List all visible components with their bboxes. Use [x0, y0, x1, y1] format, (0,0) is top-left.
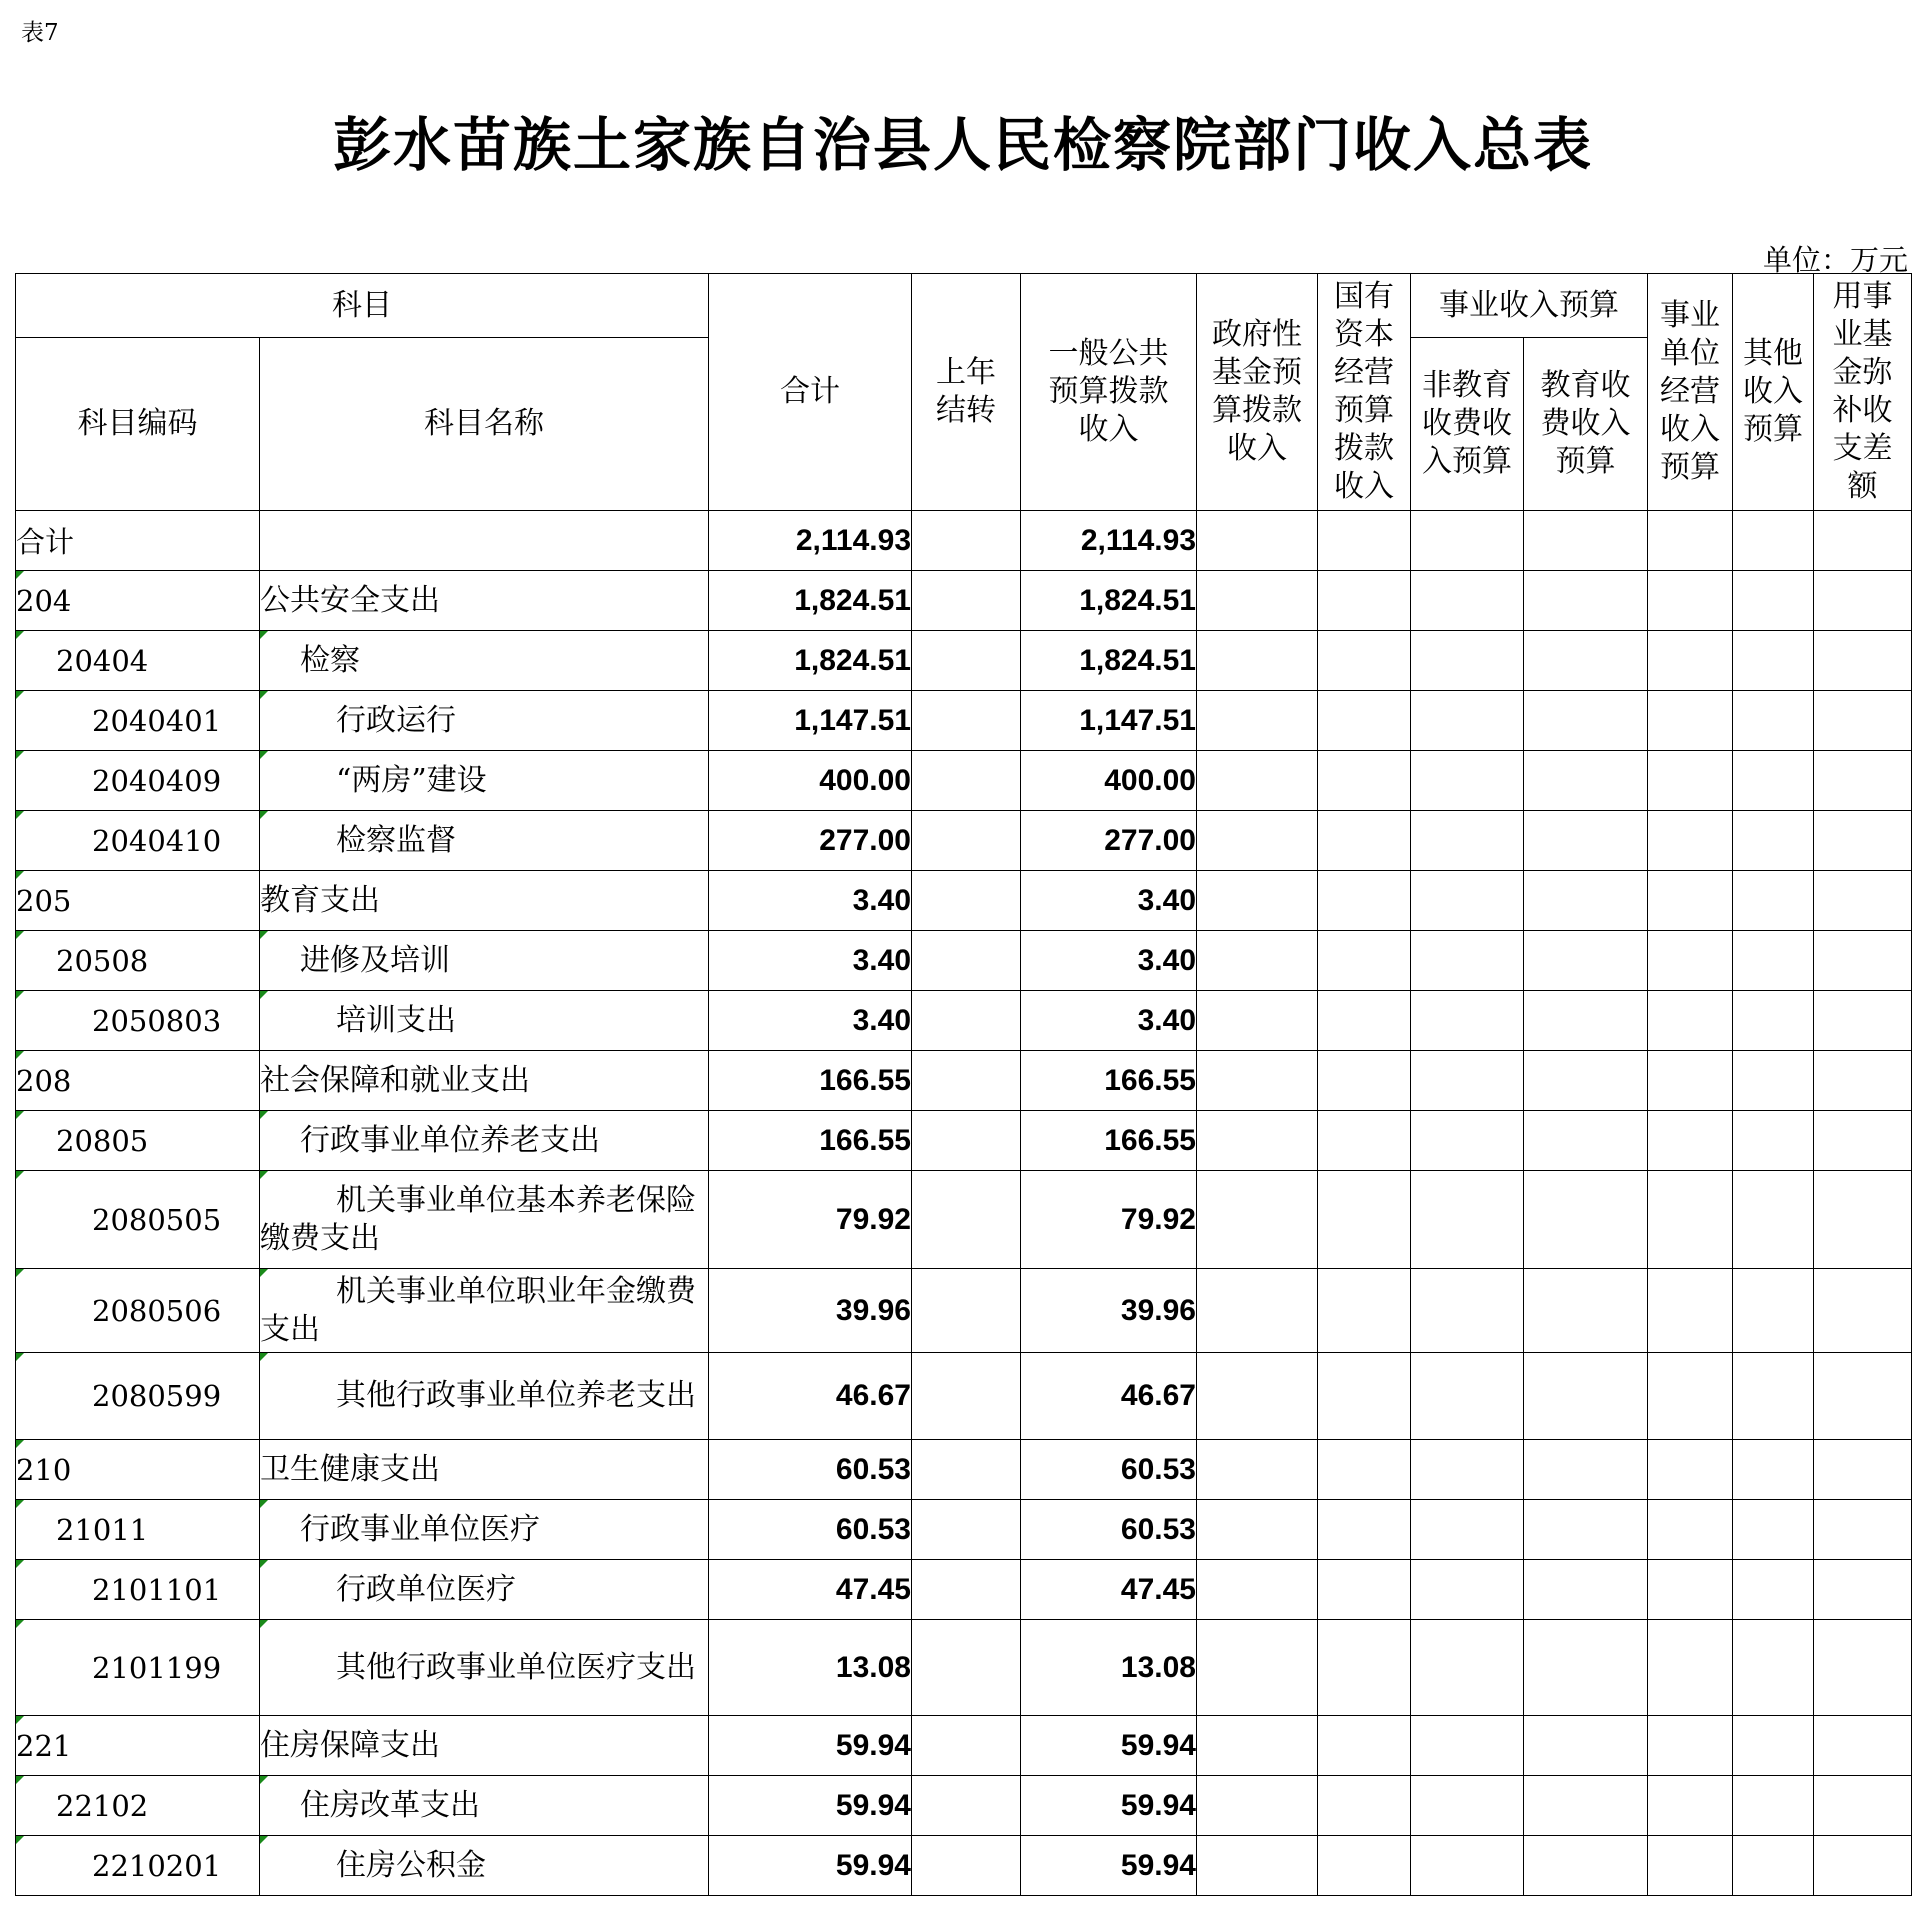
- empty-cell: [1318, 1776, 1411, 1836]
- empty-cell: [1733, 631, 1814, 691]
- empty-cell: [1318, 1440, 1411, 1500]
- empty-cell: [1318, 1500, 1411, 1560]
- empty-cell: [1524, 1269, 1648, 1353]
- carryover-cell: [912, 1051, 1021, 1111]
- empty-cell: [1814, 1111, 1912, 1171]
- empty-cell: [1814, 511, 1912, 571]
- empty-cell: [1318, 1560, 1411, 1620]
- empty-cell: [1733, 1440, 1814, 1500]
- total-amount: 277.00: [709, 811, 912, 871]
- header-state-capital-budget: 国有资本经营预算拨款收入: [1318, 274, 1411, 511]
- carryover-cell: [912, 1716, 1021, 1776]
- header-carryover: 上年结转: [912, 274, 1021, 511]
- empty-cell: [1648, 811, 1733, 871]
- empty-cell: [1648, 991, 1733, 1051]
- subject-name: 住房改革支出: [260, 1776, 709, 1836]
- empty-cell: [1318, 571, 1411, 631]
- empty-cell: [1524, 1171, 1648, 1269]
- empty-cell: [1524, 1560, 1648, 1620]
- subject-code: 2050803: [16, 991, 260, 1051]
- total-amount: 59.94: [709, 1836, 912, 1896]
- empty-cell: [1733, 691, 1814, 751]
- empty-cell: [1197, 1440, 1318, 1500]
- empty-cell: [1814, 931, 1912, 991]
- empty-cell: [1814, 751, 1912, 811]
- empty-cell: [1814, 1716, 1912, 1776]
- subject-name: 检察监督: [260, 811, 709, 871]
- table-row: [16, 1620, 1912, 1716]
- carryover-cell: [912, 511, 1021, 571]
- general-budget-amount: 59.94: [1021, 1836, 1197, 1896]
- empty-cell: [1524, 991, 1648, 1051]
- empty-cell: [1524, 691, 1648, 751]
- subject-code: 2080506: [16, 1269, 260, 1353]
- table-row: [16, 1776, 1912, 1836]
- empty-cell: [1318, 631, 1411, 691]
- empty-cell: [1524, 1353, 1648, 1440]
- empty-cell: [1318, 1620, 1411, 1716]
- empty-cell: [1197, 1500, 1318, 1560]
- unit-label: 单位：万元: [1762, 243, 1908, 277]
- empty-cell: [1814, 1440, 1912, 1500]
- subject-name: 社会保障和就业支出: [260, 1051, 709, 1111]
- subject-code: 20508: [16, 931, 260, 991]
- general-budget-amount: 59.94: [1021, 1776, 1197, 1836]
- empty-cell: [1411, 1353, 1524, 1440]
- table-row: [16, 1353, 1912, 1440]
- table-row: [16, 991, 1912, 1051]
- empty-cell: [1733, 811, 1814, 871]
- empty-cell: [1318, 1171, 1411, 1269]
- subject-name: 卫生健康支出: [260, 1440, 709, 1500]
- subject-code: 21011: [16, 1500, 260, 1560]
- header-business-income-budget: 事业收入预算: [1411, 274, 1648, 338]
- header-subject-code: 科目编码: [16, 338, 260, 511]
- empty-cell: [1411, 1500, 1524, 1560]
- header-unit-operation-income: 事业单位经营收入预算: [1648, 274, 1733, 511]
- empty-cell: [1524, 1500, 1648, 1560]
- empty-cell: [1318, 1111, 1411, 1171]
- empty-cell: [1524, 571, 1648, 631]
- header-other-income: 其他收入预算: [1733, 274, 1814, 511]
- carryover-cell: [912, 1353, 1021, 1440]
- empty-cell: [1318, 1353, 1411, 1440]
- header-subject-name: 科目名称: [260, 338, 709, 511]
- total-amount: 3.40: [709, 871, 912, 931]
- empty-cell: [1733, 871, 1814, 931]
- empty-cell: [1524, 1776, 1648, 1836]
- empty-cell: [1814, 631, 1912, 691]
- empty-cell: [1318, 931, 1411, 991]
- subject-code: 合计: [16, 511, 260, 571]
- table-row: [16, 1560, 1912, 1620]
- empty-cell: [1733, 1560, 1814, 1620]
- subject-code: 20404: [16, 631, 260, 691]
- empty-cell: [1318, 1051, 1411, 1111]
- carryover-cell: [912, 571, 1021, 631]
- empty-cell: [1411, 1560, 1524, 1620]
- total-amount: 47.45: [709, 1560, 912, 1620]
- general-budget-amount: 46.67: [1021, 1353, 1197, 1440]
- empty-cell: [1411, 691, 1524, 751]
- subject-code: 205: [16, 871, 260, 931]
- empty-cell: [1524, 1836, 1648, 1896]
- empty-cell: [1814, 991, 1912, 1051]
- empty-cell: [1197, 511, 1318, 571]
- table-row: [16, 631, 1912, 691]
- empty-cell: [1648, 511, 1733, 571]
- empty-cell: [1648, 1111, 1733, 1171]
- carryover-cell: [912, 691, 1021, 751]
- empty-cell: [1814, 1051, 1912, 1111]
- subject-code: 2080505: [16, 1171, 260, 1269]
- empty-cell: [1814, 811, 1912, 871]
- carryover-cell: [912, 811, 1021, 871]
- header-general-public-budget: 一般公共预算拨款收入: [1021, 274, 1197, 511]
- empty-cell: [1733, 511, 1814, 571]
- subject-name: “两房”建设: [260, 751, 709, 811]
- general-budget-amount: 1,824.51: [1021, 571, 1197, 631]
- empty-cell: [1197, 931, 1318, 991]
- subject-code: 221: [16, 1716, 260, 1776]
- empty-cell: [1318, 991, 1411, 1051]
- total-amount: 400.00: [709, 751, 912, 811]
- empty-cell: [1411, 871, 1524, 931]
- empty-cell: [1814, 691, 1912, 751]
- empty-cell: [1197, 811, 1318, 871]
- general-budget-amount: 39.96: [1021, 1269, 1197, 1353]
- empty-cell: [1814, 1776, 1912, 1836]
- subject-name: 行政单位医疗: [260, 1560, 709, 1620]
- subject-code: 210: [16, 1440, 260, 1500]
- subject-code: 2040401: [16, 691, 260, 751]
- empty-cell: [1733, 991, 1814, 1051]
- total-amount: 3.40: [709, 991, 912, 1051]
- subject-name: 培训支出: [260, 991, 709, 1051]
- empty-cell: [1524, 871, 1648, 931]
- empty-cell: [1197, 1836, 1318, 1896]
- table-row: [16, 691, 1912, 751]
- empty-cell: [1411, 931, 1524, 991]
- header-edu-fee-income: 教育收费收入预算: [1524, 338, 1648, 511]
- empty-cell: [1411, 571, 1524, 631]
- empty-cell: [1318, 751, 1411, 811]
- total-amount: 1,824.51: [709, 631, 912, 691]
- empty-cell: [1814, 1620, 1912, 1716]
- empty-cell: [1814, 871, 1912, 931]
- total-amount: 59.94: [709, 1776, 912, 1836]
- subject-name: [260, 511, 709, 571]
- subject-code: 2040409: [16, 751, 260, 811]
- empty-cell: [1318, 691, 1411, 751]
- subject-code: 2101199: [16, 1620, 260, 1716]
- empty-cell: [1733, 1353, 1814, 1440]
- table-row: [16, 1716, 1912, 1776]
- empty-cell: [1648, 1171, 1733, 1269]
- empty-cell: [1814, 1500, 1912, 1560]
- empty-cell: [1411, 1440, 1524, 1500]
- empty-cell: [1411, 1776, 1524, 1836]
- carryover-cell: [912, 1836, 1021, 1896]
- empty-cell: [1648, 1716, 1733, 1776]
- empty-cell: [1814, 1560, 1912, 1620]
- empty-cell: [1524, 811, 1648, 871]
- general-budget-amount: 47.45: [1021, 1560, 1197, 1620]
- empty-cell: [1197, 1171, 1318, 1269]
- table-row: [16, 1111, 1912, 1171]
- subject-code: 2210201: [16, 1836, 260, 1896]
- empty-cell: [1648, 1500, 1733, 1560]
- total-amount: 166.55: [709, 1111, 912, 1171]
- table-row: [16, 1836, 1912, 1896]
- carryover-cell: [912, 1171, 1021, 1269]
- table-row: [16, 1269, 1912, 1353]
- empty-cell: [1197, 1111, 1318, 1171]
- subject-name: 进修及培训: [260, 931, 709, 991]
- total-amount: 60.53: [709, 1440, 912, 1500]
- total-amount: 1,824.51: [709, 571, 912, 631]
- empty-cell: [1733, 1716, 1814, 1776]
- carryover-cell: [912, 1440, 1021, 1500]
- empty-cell: [1411, 1111, 1524, 1171]
- empty-cell: [1648, 1051, 1733, 1111]
- empty-cell: [1318, 1836, 1411, 1896]
- empty-cell: [1318, 511, 1411, 571]
- empty-cell: [1318, 871, 1411, 931]
- subject-name: 其他行政事业单位医疗支出: [260, 1620, 709, 1716]
- table-row: [16, 1051, 1912, 1111]
- empty-cell: [1648, 691, 1733, 751]
- empty-cell: [1524, 1620, 1648, 1716]
- empty-cell: [1648, 1560, 1733, 1620]
- carryover-cell: [912, 631, 1021, 691]
- carryover-cell: [912, 1269, 1021, 1353]
- table-row: [16, 751, 1912, 811]
- empty-cell: [1814, 1836, 1912, 1896]
- table-row: [16, 931, 1912, 991]
- carryover-cell: [912, 871, 1021, 931]
- subject-code: 2080599: [16, 1353, 260, 1440]
- general-budget-amount: 13.08: [1021, 1620, 1197, 1716]
- table-row: [16, 871, 1912, 931]
- empty-cell: [1648, 631, 1733, 691]
- empty-cell: [1814, 1353, 1912, 1440]
- general-budget-amount: 60.53: [1021, 1500, 1197, 1560]
- empty-cell: [1197, 1353, 1318, 1440]
- empty-cell: [1733, 1269, 1814, 1353]
- empty-cell: [1411, 1171, 1524, 1269]
- total-amount: 3.40: [709, 931, 912, 991]
- subject-name: 住房公积金: [260, 1836, 709, 1896]
- total-amount: 166.55: [709, 1051, 912, 1111]
- carryover-cell: [912, 751, 1021, 811]
- empty-cell: [1197, 1269, 1318, 1353]
- empty-cell: [1197, 871, 1318, 931]
- empty-cell: [1733, 571, 1814, 631]
- empty-cell: [1814, 1269, 1912, 1353]
- empty-cell: [1648, 931, 1733, 991]
- total-amount: 2,114.93: [709, 511, 912, 571]
- empty-cell: [1814, 1171, 1912, 1269]
- general-budget-amount: 79.92: [1021, 1171, 1197, 1269]
- empty-cell: [1197, 571, 1318, 631]
- subject-name: 行政事业单位养老支出: [260, 1111, 709, 1171]
- empty-cell: [1733, 1836, 1814, 1896]
- general-budget-amount: 1,147.51: [1021, 691, 1197, 751]
- subject-code: 2101101: [16, 1560, 260, 1620]
- empty-cell: [1524, 751, 1648, 811]
- general-budget-amount: 3.40: [1021, 871, 1197, 931]
- general-budget-amount: 59.94: [1021, 1716, 1197, 1776]
- total-amount: 39.96: [709, 1269, 912, 1353]
- empty-cell: [1733, 1620, 1814, 1716]
- general-budget-amount: 166.55: [1021, 1051, 1197, 1111]
- empty-cell: [1197, 691, 1318, 751]
- subject-code: 22102: [16, 1776, 260, 1836]
- empty-cell: [1524, 631, 1648, 691]
- subject-name: 机关事业单位基本养老保险缴费支出: [260, 1171, 709, 1269]
- table-row: [16, 571, 1912, 631]
- empty-cell: [1318, 811, 1411, 871]
- empty-cell: [1197, 751, 1318, 811]
- subject-name: 教育支出: [260, 871, 709, 931]
- empty-cell: [1197, 1620, 1318, 1716]
- empty-cell: [1524, 1051, 1648, 1111]
- subject-code: 2040410: [16, 811, 260, 871]
- empty-cell: [1197, 1560, 1318, 1620]
- empty-cell: [1411, 991, 1524, 1051]
- total-amount: 79.92: [709, 1171, 912, 1269]
- subject-name: 公共安全支出: [260, 571, 709, 631]
- empty-cell: [1648, 1440, 1733, 1500]
- table-row: [16, 1440, 1912, 1500]
- empty-cell: [1197, 631, 1318, 691]
- table-number: 表7: [21, 20, 59, 46]
- empty-cell: [1197, 1776, 1318, 1836]
- empty-cell: [1648, 751, 1733, 811]
- empty-cell: [1733, 1500, 1814, 1560]
- carryover-cell: [912, 1620, 1021, 1716]
- empty-cell: [1411, 1269, 1524, 1353]
- empty-cell: [1648, 1269, 1733, 1353]
- table-row: [16, 811, 1912, 871]
- empty-cell: [1733, 1051, 1814, 1111]
- empty-cell: [1411, 751, 1524, 811]
- carryover-cell: [912, 931, 1021, 991]
- header-total: 合计: [709, 274, 912, 511]
- general-budget-amount: 277.00: [1021, 811, 1197, 871]
- empty-cell: [1524, 931, 1648, 991]
- total-amount: 46.67: [709, 1353, 912, 1440]
- table-row: [16, 1500, 1912, 1560]
- carryover-cell: [912, 991, 1021, 1051]
- carryover-cell: [912, 1560, 1021, 1620]
- carryover-cell: [912, 1111, 1021, 1171]
- general-budget-amount: 60.53: [1021, 1440, 1197, 1500]
- empty-cell: [1411, 631, 1524, 691]
- general-budget-amount: 3.40: [1021, 991, 1197, 1051]
- empty-cell: [1318, 1269, 1411, 1353]
- empty-cell: [1411, 1620, 1524, 1716]
- table-row: [16, 1171, 1912, 1269]
- empty-cell: [1648, 1620, 1733, 1716]
- total-amount: 59.94: [709, 1716, 912, 1776]
- subject-name: 行政运行: [260, 691, 709, 751]
- carryover-cell: [912, 1500, 1021, 1560]
- empty-cell: [1648, 1353, 1733, 1440]
- empty-cell: [1648, 571, 1733, 631]
- table-row: [16, 511, 1912, 571]
- general-budget-amount: 3.40: [1021, 931, 1197, 991]
- empty-cell: [1197, 991, 1318, 1051]
- page-title: 彭水苗族土家族自治县人民检察院部门收入总表: [332, 111, 1593, 179]
- subject-code: 208: [16, 1051, 260, 1111]
- empty-cell: [1411, 1836, 1524, 1896]
- header-business-fund-offset: 用事业基金弥补收支差额: [1814, 274, 1912, 511]
- empty-cell: [1733, 1171, 1814, 1269]
- general-budget-amount: 400.00: [1021, 751, 1197, 811]
- total-amount: 60.53: [709, 1500, 912, 1560]
- header-gov-fund-budget: 政府性基金预算拨款收入: [1197, 274, 1318, 511]
- subject-name: 住房保障支出: [260, 1716, 709, 1776]
- empty-cell: [1814, 571, 1912, 631]
- general-budget-amount: 1,824.51: [1021, 631, 1197, 691]
- empty-cell: [1411, 511, 1524, 571]
- empty-cell: [1648, 1776, 1733, 1836]
- header-non-edu-fee-income: 非教育收费收入预算: [1411, 338, 1524, 511]
- empty-cell: [1733, 1111, 1814, 1171]
- empty-cell: [1318, 1716, 1411, 1776]
- empty-cell: [1733, 751, 1814, 811]
- empty-cell: [1648, 1836, 1733, 1896]
- subject-name: 其他行政事业单位养老支出: [260, 1353, 709, 1440]
- general-budget-amount: 2,114.93: [1021, 511, 1197, 571]
- header-subject: 科目: [16, 274, 709, 338]
- carryover-cell: [912, 1776, 1021, 1836]
- subject-code: 20805: [16, 1111, 260, 1171]
- empty-cell: [1733, 1776, 1814, 1836]
- empty-cell: [1197, 1051, 1318, 1111]
- subject-code: 204: [16, 571, 260, 631]
- empty-cell: [1524, 1111, 1648, 1171]
- income-summary-table: [15, 273, 1912, 1896]
- empty-cell: [1524, 511, 1648, 571]
- empty-cell: [1411, 1716, 1524, 1776]
- total-amount: 13.08: [709, 1620, 912, 1716]
- empty-cell: [1197, 1716, 1318, 1776]
- empty-cell: [1411, 811, 1524, 871]
- general-budget-amount: 166.55: [1021, 1111, 1197, 1171]
- subject-name: 机关事业单位职业年金缴费支出: [260, 1269, 709, 1353]
- empty-cell: [1733, 931, 1814, 991]
- empty-cell: [1524, 1440, 1648, 1500]
- empty-cell: [1648, 871, 1733, 931]
- subject-name: 行政事业单位医疗: [260, 1500, 709, 1560]
- empty-cell: [1524, 1716, 1648, 1776]
- total-amount: 1,147.51: [709, 691, 912, 751]
- empty-cell: [1411, 1051, 1524, 1111]
- subject-name: 检察: [260, 631, 709, 691]
